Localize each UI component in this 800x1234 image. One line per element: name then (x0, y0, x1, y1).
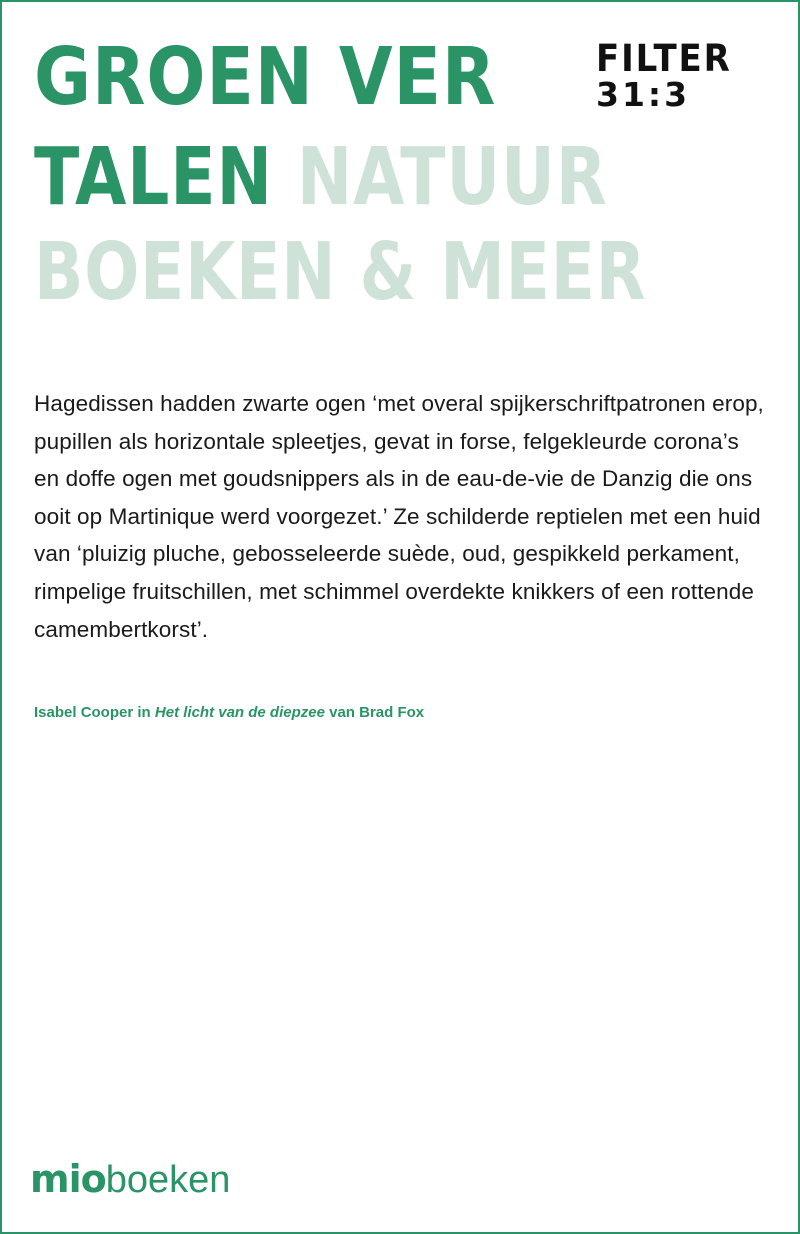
series-label: FILTER (596, 37, 732, 80)
attribution-author: Brad Fox (359, 704, 425, 721)
publisher-logo (30, 1157, 231, 1201)
attribution-in: in (137, 704, 151, 721)
issue-number: 31:3 (596, 75, 691, 114)
publisher-logo-bold: mio (30, 1157, 106, 1201)
attribution-person: Isabel Cooper (34, 704, 134, 721)
title-line-1: GROEN VER (34, 31, 497, 123)
title-line-2 (34, 131, 608, 223)
quote-attribution (34, 704, 424, 721)
publisher-logo-light: boeken (105, 1159, 231, 1201)
title-accent-word: TALEN (34, 131, 273, 223)
title-line-3: BOEKEN & MEER (34, 226, 647, 318)
attribution-book-title: Het licht van de diepzee (154, 704, 325, 721)
attribution-by: van (329, 704, 355, 721)
quote-text: Hagedissen hadden zwarte ogen ‘met overal spijkerschriftpatronen erop, pupillen als horizontale spleetjes, gevat in forse, felgekleurde corona’s en doffe ogen met goudsnippers als in de eau-de-vie de Danzig die ons ooit op Martinique werd voorgezet.’ Ze schilderde reptielen met een huid van ‘pluizig pluche, gebosseleerde suède, oud, gespikkeld perkament, rimpelige fruitschillen, met schimmel overdekte knikkers of een rottende camembertkorst’. (34, 391, 764, 642)
title-faded-word: NATUUR (296, 131, 608, 223)
